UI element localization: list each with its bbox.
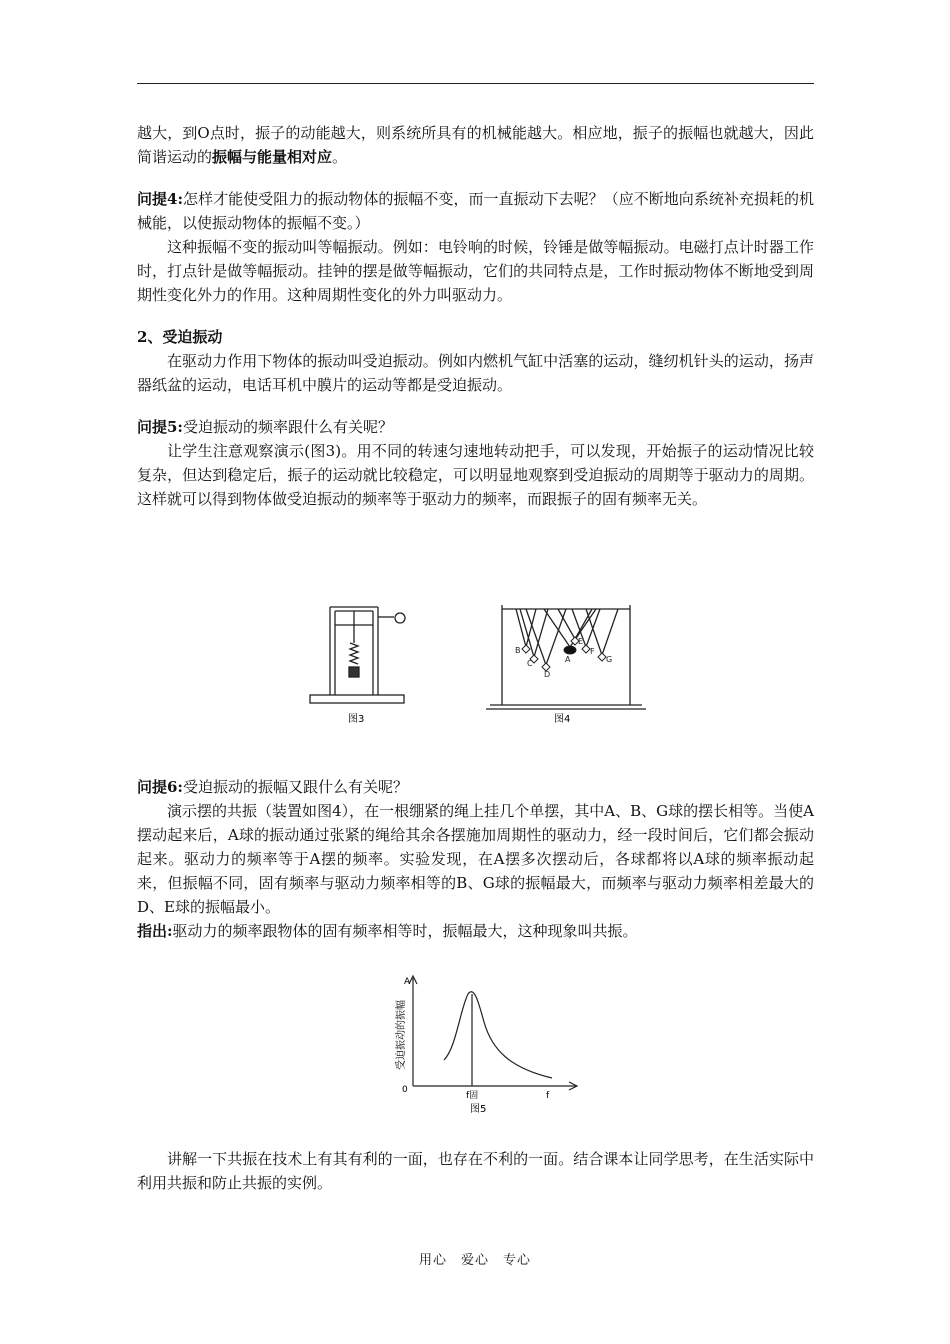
page-footer: 用心 爱心 专心	[418, 1253, 531, 1268]
bob-g	[598, 653, 606, 661]
energy-bold-phrase: 振幅与能量相对应	[212, 148, 333, 166]
body-block-3	[137, 1147, 814, 1195]
body-block-1	[137, 121, 814, 511]
section-2-heading	[137, 325, 814, 349]
body-block-2	[137, 775, 814, 943]
header-rule	[137, 83, 814, 84]
natural-frequency-label: f固	[466, 1091, 479, 1101]
question-4	[137, 187, 814, 235]
figures-3-4	[290, 595, 650, 730]
label-d: D	[544, 670, 551, 679]
question-6	[137, 775, 814, 799]
question-5-label: 问提5:	[137, 418, 183, 436]
paragraph-resonance-demo: 演示摆的共振（装置如图4），在一根绷紧的绳上挂几个单摆，其中A、B、G球的摆长相等。当使A摆动起来后，A球的振动通过张紧的绳给其余各摆施加周期性的驱动力，经一段时间后，它们都会振动起来。驱动力的频率等于A摆的频率。实验发现，在A摆多次摆动后，各球都将以A球的频率振动起来，但振幅不同，固有频率与驱动力频率相等的B、G球的振幅最大，而频率与驱动力频率相差最大的D、E球的振幅最小。	[137, 802, 814, 916]
paragraph-demo-fig3: 让学生注意观察演示(图3)。用不同的转速匀速地转动把手，可以发现，开始振子的运动情况比较复杂，但达到稳定后，振子的运动就比较稳定，可以明显地观察到受迫振动的周期等于驱动力的周期。这样就可以得到物体做受迫振动的频率等于驱动力的频率，而跟振子的固有频率无关。	[137, 442, 814, 508]
label-c: C	[527, 659, 533, 668]
paragraph-energy	[137, 121, 814, 169]
figure-3-caption: 图3	[348, 714, 365, 725]
y-axis-top-label: A	[404, 977, 411, 987]
question-5-text: 受迫振动的频率跟什么有关呢？	[182, 418, 393, 436]
x-axis-label: f	[546, 1091, 550, 1101]
energy-line-end: 。	[332, 148, 348, 166]
bob-b	[522, 645, 530, 653]
bob-f	[582, 645, 590, 653]
section-2-heading-text: 2、受迫振动	[137, 328, 223, 346]
figure-5-caption: 图5	[470, 1104, 487, 1115]
point-out	[137, 919, 814, 943]
resonance-curve	[444, 992, 552, 1078]
label-b: B	[515, 646, 521, 655]
question-6-label: 问提6:	[137, 778, 183, 796]
question-5	[137, 415, 814, 439]
paragraph-undamped-vibration: 这种振幅不变的振动叫等幅振动。例如：电铃响的时候，铃锤是做等幅振动。电磁打点计时器工作时，打点针是做等幅振动。挂钟的摆是做等幅振动，它们的共同特点是，工作时振动物体不断地受到周期性变化外力的作用。这种周期性变化的外力叫驱动力。	[137, 238, 814, 304]
origin-label: 0	[402, 1085, 408, 1095]
figure-3-apparatus	[310, 607, 405, 703]
energy-line-2: 因此简谐运动的	[137, 124, 814, 166]
paragraph-forced-vibration: 在驱动力作用下物体的振动叫受迫振动。例如内燃机气缸中活塞的运动，缝纫机针头的运动，扬声器纸盆的运动，电话耳机中膜片的运动等都是受迫振动。	[137, 352, 814, 394]
question-4-text: 怎样才能使受阻力的振动物体的振幅不变，而一直振动下去呢？（应不断地向系统补充损耗的机械能，以使振动物体的振幅不变。）	[137, 190, 814, 232]
label-a: A	[565, 655, 571, 664]
energy-line-1: 越大，到O点时，振子的动能越大，则系统所具有的机械能越大。相应地，振子的振幅也就越大，	[137, 124, 784, 142]
point-out-label: 指出:	[137, 922, 173, 940]
figure-5-resonance-curve	[380, 970, 580, 1120]
label-e: E	[578, 637, 584, 646]
paragraph-closing: 讲解一下共振在技术上有其有利的一面，也存在不利的一面。结合课本让同学思考，在生活实际中利用共振和防止共振的实例。	[137, 1150, 814, 1192]
figure-4-caption: 图4	[554, 714, 571, 725]
label-f: F	[590, 647, 595, 656]
question-6-text: 受迫振动的振幅又跟什么有关呢？	[182, 778, 408, 796]
label-g: G	[606, 655, 613, 664]
y-axis-label: 受迫振动的振幅	[396, 1000, 407, 1070]
question-4-label: 问提4:	[137, 190, 184, 208]
point-out-text: 驱动力的频率跟物体的固有频率相等时，振幅最大，这种现象叫共振。	[172, 922, 638, 940]
bob-a	[564, 646, 576, 654]
